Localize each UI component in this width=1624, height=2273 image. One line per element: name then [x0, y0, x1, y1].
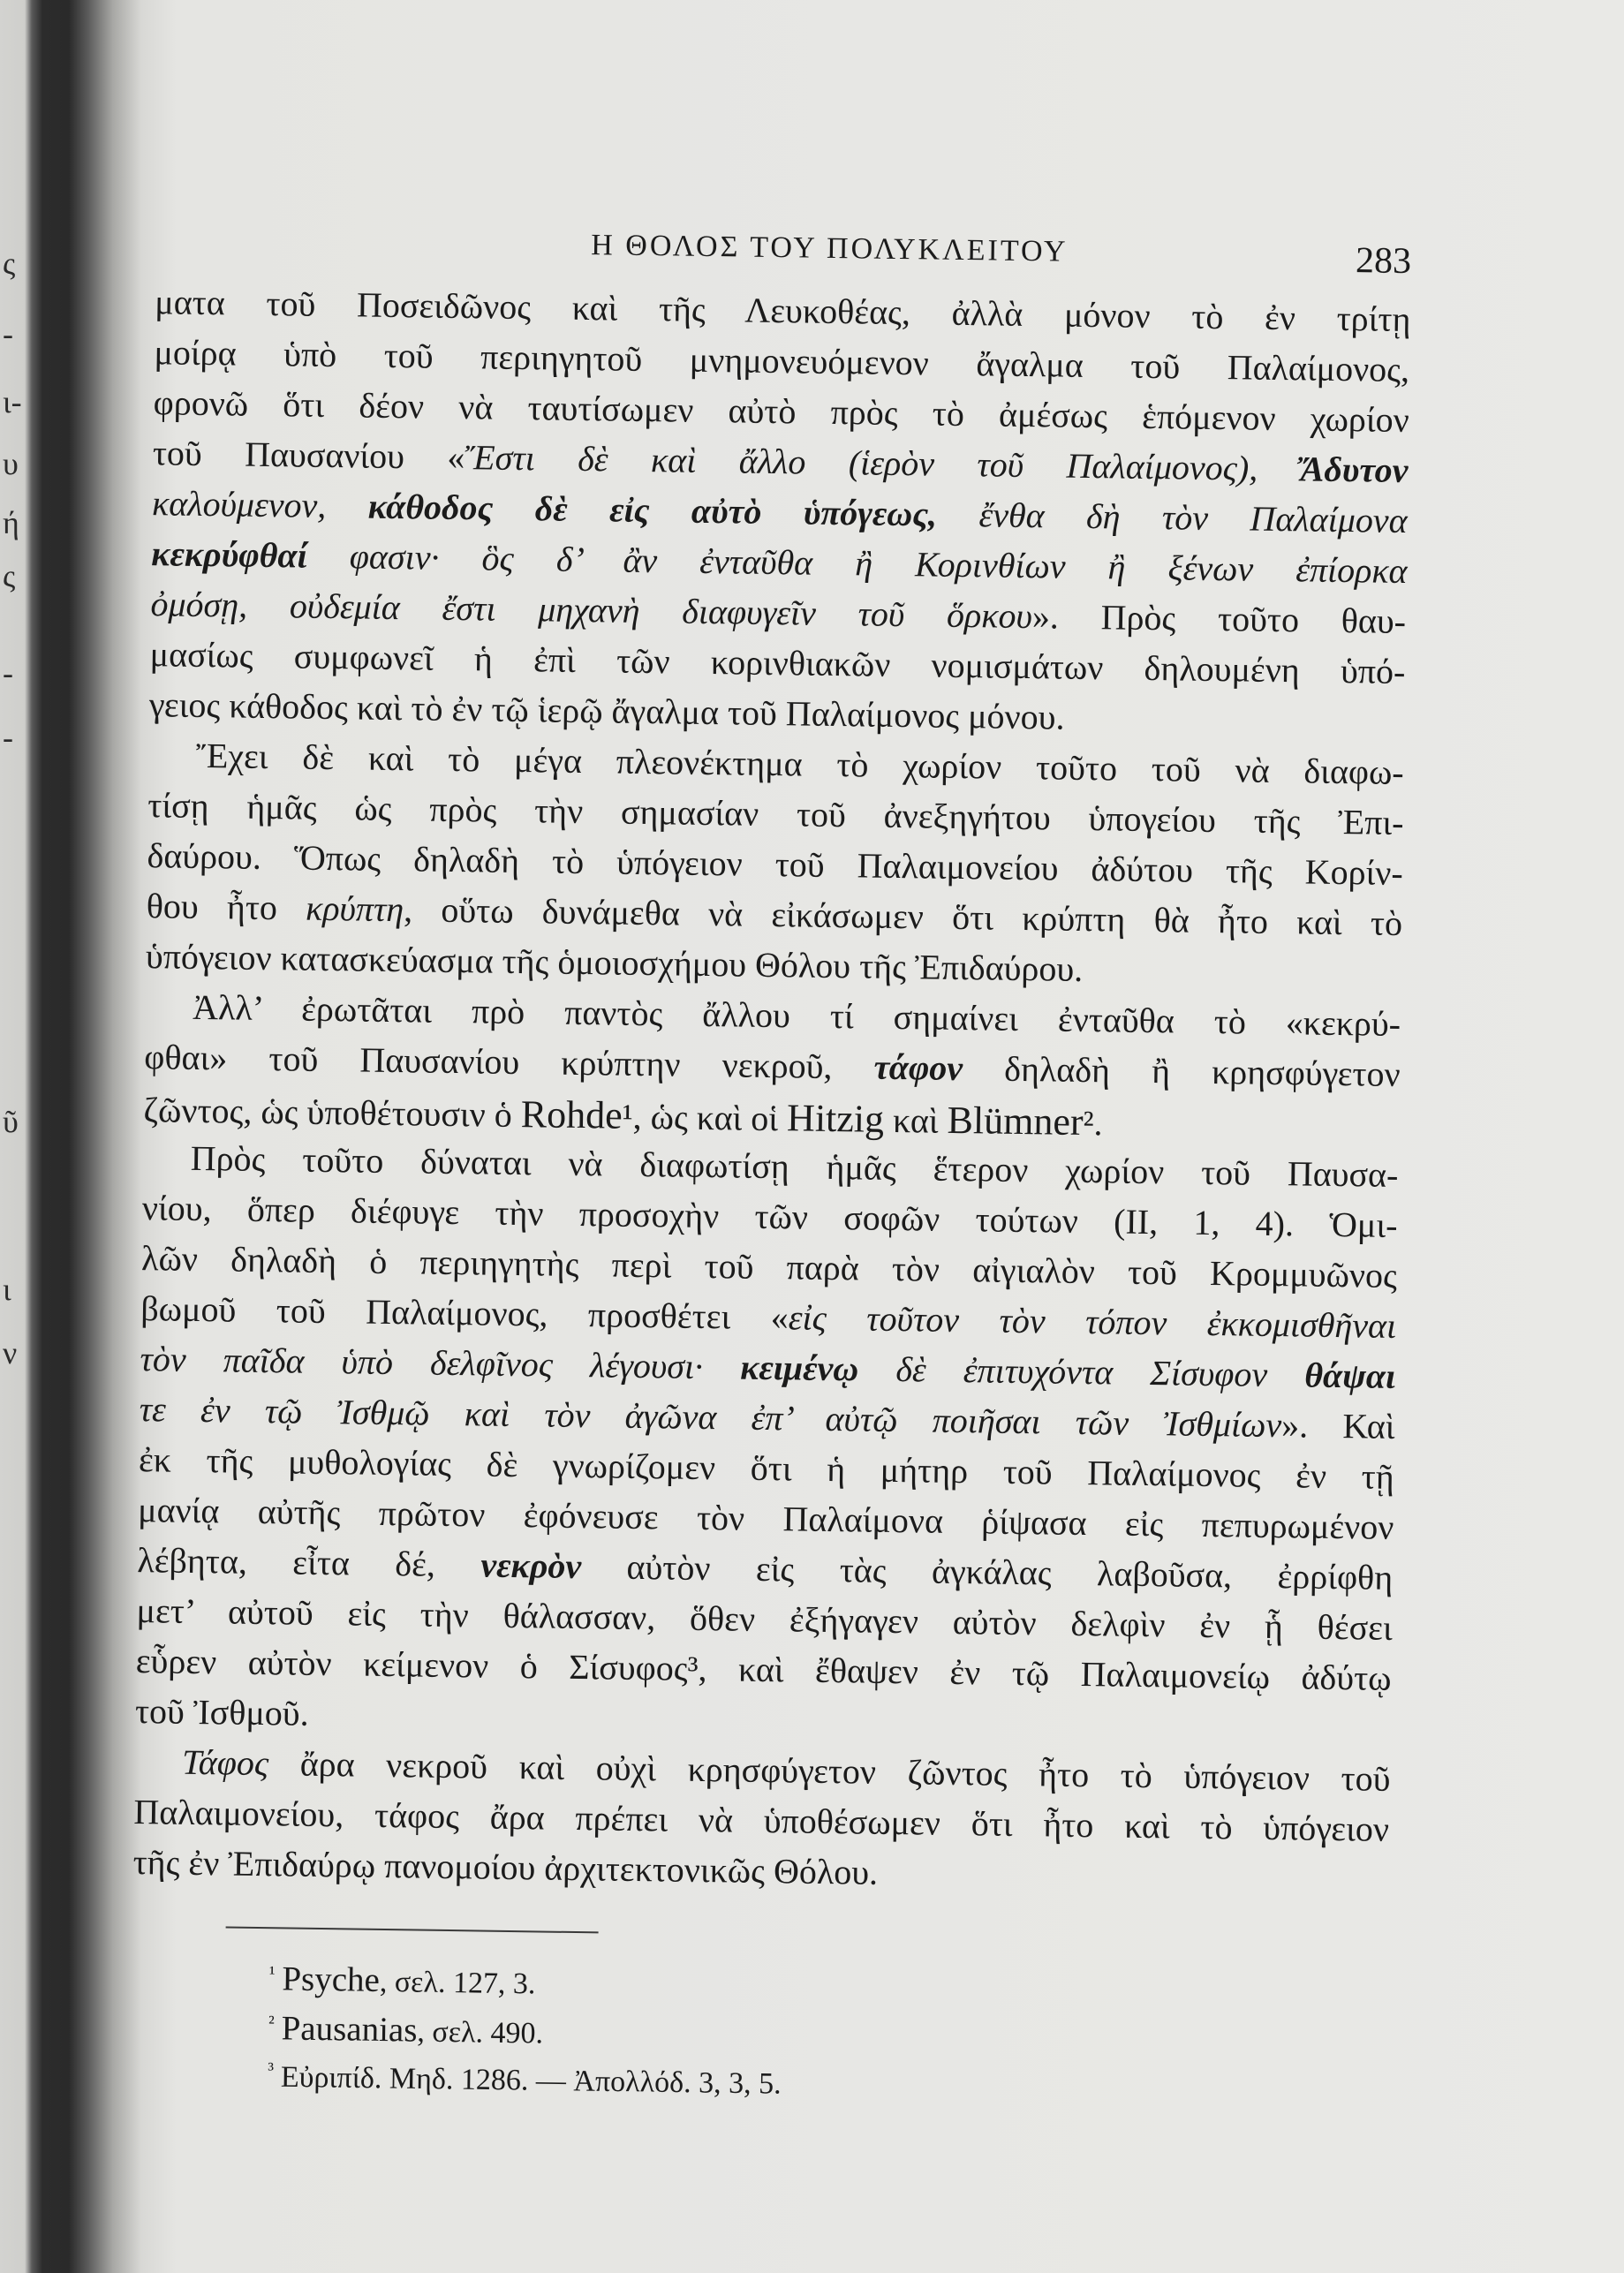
- footnote-marker: ³: [268, 2058, 275, 2080]
- facing-page-fragment: ῦ: [3, 1104, 19, 1139]
- page-number: 283: [1355, 240, 1412, 283]
- text-run: Παλαιμονείου, τάφος ἄρα πρέπει νὰ ὑποθέσωμεν ὅτι ἦτο καὶ τὸ ὑπόγειον: [133, 1792, 1390, 1849]
- italic-text: δὲ ἐπιτυχόντα Σίσυφον: [857, 1348, 1305, 1395]
- facing-page-fragment: ι-: [3, 384, 22, 419]
- text-run: ἄρα νεκροῦ καὶ οὐχὶ κρησφύγετον ζῶντος ἦτο τὸ ὑπόγειον τοῦ: [268, 1743, 1391, 1799]
- text-run: ». Πρὸς τοῦτο θαυ-: [1031, 596, 1407, 642]
- facing-page-fragment: ς: [3, 245, 16, 281]
- text-run: Ἔχει δὲ καὶ τὸ μέγα πλεονέκτημα τὸ χωρίον τοῦτο τοῦ νὰ διαφω-: [195, 735, 1405, 793]
- text-run: λῶν δηλαδὴ ὁ περιηγητὴς περὶ τοῦ παρὰ τὸν αἰγιαλὸν τοῦ Κρομμυῶνος: [140, 1238, 1398, 1295]
- text-run: αὐτὸν εἰς τὰς ἀγκάλας λαβοῦσα, ἐρρίφθη: [580, 1546, 1394, 1597]
- text-run: ματα τοῦ Ποσειδῶνος καὶ τῆς Λευκοθέας, ἀλλὰ μόνον τὸ ἐν τρίτῃ: [154, 282, 1411, 340]
- facing-page-fragment: ι: [3, 1272, 11, 1307]
- italic-text: εἰς τοῦτον τὸν τόπον ἐκκομισθῆναι: [788, 1297, 1397, 1346]
- italic-text: Ἔστι δὲ καὶ ἄλλο (ἱερὸν τοῦ Παλαίμονος),: [465, 437, 1302, 489]
- bold-italic-text: νεκρὸν: [480, 1544, 582, 1587]
- footnote-text: Εὐριπίδ. Μηδ. 1286. — Ἀπολλόδ. 3, 3, 5.: [280, 2060, 782, 2101]
- italic-text: τὸν παῖδα ὑπὸ δελφῖνος λέγουσι·: [140, 1339, 741, 1387]
- text-run: μετ’ αὐτοῦ εἰς τὴν θάλασσαν, ὅθεν ἐξήγαγεν αὐτὸν δελφὶν ἐν ᾗ θέσει: [136, 1590, 1394, 1648]
- text-run: Ἀλλ’ ἐρωτᾶται πρὸ παντὸς ἄλλου τί σημαίνει ἐνταῦθα τὸ «κεκρύ-: [192, 986, 1401, 1044]
- text-run: βωμοῦ τοῦ Παλαίμονος, προσθέτει «: [140, 1288, 789, 1338]
- facing-page-fragment: -: [3, 720, 13, 755]
- text-run: ἐκ τῆς μυθολογίας δὲ γνωρίζομεν ὅτι ἡ μήτηρ τοῦ Παλαίμονος ἐν τῇ: [138, 1439, 1395, 1497]
- bold-italic-text: τάφον: [873, 1046, 963, 1089]
- footnote-rule: [226, 1927, 599, 1934]
- latin-name: Hitzig: [786, 1096, 885, 1141]
- footnote: [268, 1959, 782, 2015]
- text-run: τοῦ Ἰσθμοῦ.: [134, 1691, 309, 1733]
- footnote: [268, 2058, 782, 2114]
- text-run: ².: [1083, 1102, 1103, 1144]
- text-run: γειος κάθοδος καὶ τὸ ἐν τῷ ἱερῷ ἄγαλμα τοῦ Παλαίμονος μόνου.: [148, 684, 1065, 737]
- text-run: ¹, ὡς καὶ οἱ: [622, 1096, 788, 1139]
- bold-italic-text: κάθοδος δὲ εἰς αὐτὸ ὑπόγεως,: [367, 486, 979, 535]
- text-run: τῆς ἐν Ἐπιδαύρῳ πανομοίου ἀρχιτεκτονικῶς Θόλου.: [132, 1842, 879, 1892]
- italic-text: καλούμενον,: [151, 483, 369, 526]
- facing-page-fragment: ή: [3, 505, 19, 540]
- text-run: ὑπόγειον κατασκεύασμα τῆς ὁμοιοσχήμου Θόλου τῆς Ἐπιδαύρου.: [145, 936, 1084, 989]
- text-run: μασίως συμφωνεῖ ἡ ἐπὶ τῶν κορινθιακῶν νομισμάτων δηλουμένη ὑπό-: [149, 634, 1406, 692]
- italic-text: ἔνθα δὴ τὸν Παλαίμονα: [978, 495, 1408, 541]
- footnote: [268, 2008, 782, 2065]
- facing-page-fragment: ν: [3, 1335, 18, 1371]
- text-run: Πρὸς τοῦτο δύναται νὰ διαφωτίσῃ ἡμᾶς ἕτερον χωρίον τοῦ Παυσα-: [190, 1137, 1399, 1195]
- latin-name: Blümner: [947, 1098, 1084, 1144]
- running-title: Η ΘΟΛΟΣ ΤΟΥ ΠΟΛΥΚΛΕΙΤΟΥ: [590, 229, 1069, 268]
- italic-text: κρύπτη: [305, 887, 404, 930]
- facing-page-fragment: -: [3, 316, 13, 351]
- text-run: νίου, ὅπερ διέφυγε τὴν προσοχὴν τῶν σοφῶν τούτων (II, 1, 4). Ὁμι-: [141, 1188, 1398, 1245]
- text-run: ζῶντος, ὡς ὑποθέτουσιν ὁ: [143, 1090, 522, 1136]
- text-run: μοίρᾳ ὑπὸ τοῦ περιηγητοῦ μνημονευόμενον ἄγαλμα τοῦ Παλαίμονος,: [154, 332, 1410, 390]
- body-text: [132, 281, 1410, 1909]
- text-run: δαύρου. Ὅπως δηλαδὴ τὸ ὑπόγειον τοῦ Παλαιμονείου ἀδύτου τῆς Κορίν-: [147, 835, 1404, 894]
- facing-page-fragment: ς: [3, 558, 16, 593]
- italic-text: φασιν· ὃς δ’ ἂν ἐνταῦθα ἢ Κορινθίων ἢ ξένων ἐπίορκα: [306, 535, 1408, 592]
- text-run: καὶ: [883, 1099, 948, 1141]
- text-run: μανίᾳ αὐτῆς πρῶτον ἐφόνευσε τὸν Παλαίμονα ῥίψασα εἰς πεπυρωμένον: [137, 1490, 1394, 1547]
- italic-text: Τάφος: [181, 1741, 269, 1784]
- bold-italic-text: Ἄδυτον: [1300, 449, 1409, 491]
- footnotes: [268, 1959, 783, 2114]
- text-run: λέβητα, εἶτα δέ,: [137, 1540, 481, 1585]
- text-run: τίσῃ ἡμᾶς ὡς πρὸς τὴν σημασίαν τοῦ ἀνεξηγήτου ὑπογείου τῆς Ἐπι-: [147, 785, 1404, 843]
- text-run: ». Καὶ: [1280, 1405, 1395, 1446]
- text-run: δηλαδὴ ἢ κρησφύγετον: [962, 1048, 1401, 1094]
- bold-italic-text: θάψαι: [1304, 1355, 1396, 1396]
- italic-text: τε ἐν τῷ Ἰσθμῷ καὶ τὸν ἀγῶνα ἐπ’ αὐτῷ ποιῆσαι τῶν Ἰσθμίων: [139, 1389, 1282, 1446]
- facing-page-fragment: -: [3, 655, 13, 691]
- latin-name: Psyche: [282, 1960, 381, 1999]
- line-content: [155, 281, 1411, 340]
- text-run: , οὕτω δυνάμεθα νὰ εἰκάσωμεν ὅτι κρύπτη θὰ ἦτο καὶ τὸ: [403, 889, 1403, 943]
- bold-italic-text: κειμένῳ: [739, 1347, 859, 1389]
- text-run: φθαι» τοῦ Παυσανίου κρύπτην νεκροῦ,: [144, 1037, 874, 1087]
- italic-text: ὀμόσῃ, οὐδεμία ἔστι μηχανὴ διαφυγεῖν τοῦ ὅρκου: [150, 584, 1033, 637]
- footnote-marker: ¹: [268, 1960, 276, 1983]
- footnote-text: , σελ. 127, 3.: [379, 1965, 536, 2001]
- footnote-text: , σελ. 490.: [417, 2015, 544, 2050]
- bold-italic-text: κεκρύφθαί: [151, 533, 308, 576]
- footnote-marker: ²: [268, 2010, 275, 2033]
- facing-page-fragment: υ: [3, 446, 19, 481]
- text-run: εὗρεν αὐτὸν κείμενον ὁ Σίσυφος³, καὶ ἔθαψεν ἐν τῷ Παλαιμονείῳ ἀδύτῳ: [135, 1641, 1392, 1698]
- text-run: τοῦ Παυσανίου «: [152, 433, 465, 478]
- line-content: [135, 1690, 309, 1734]
- latin-name: Rohde: [520, 1092, 623, 1137]
- text-run: φρονῶ ὅτι δέον νὰ ταυτίσωμεν αὐτὸ πρὸς τὸ ἀμέσως ἑπόμενον χωρίον: [153, 382, 1410, 441]
- latin-name: Pausanias: [281, 2009, 418, 2050]
- text-run: θου ἦτο: [146, 886, 306, 928]
